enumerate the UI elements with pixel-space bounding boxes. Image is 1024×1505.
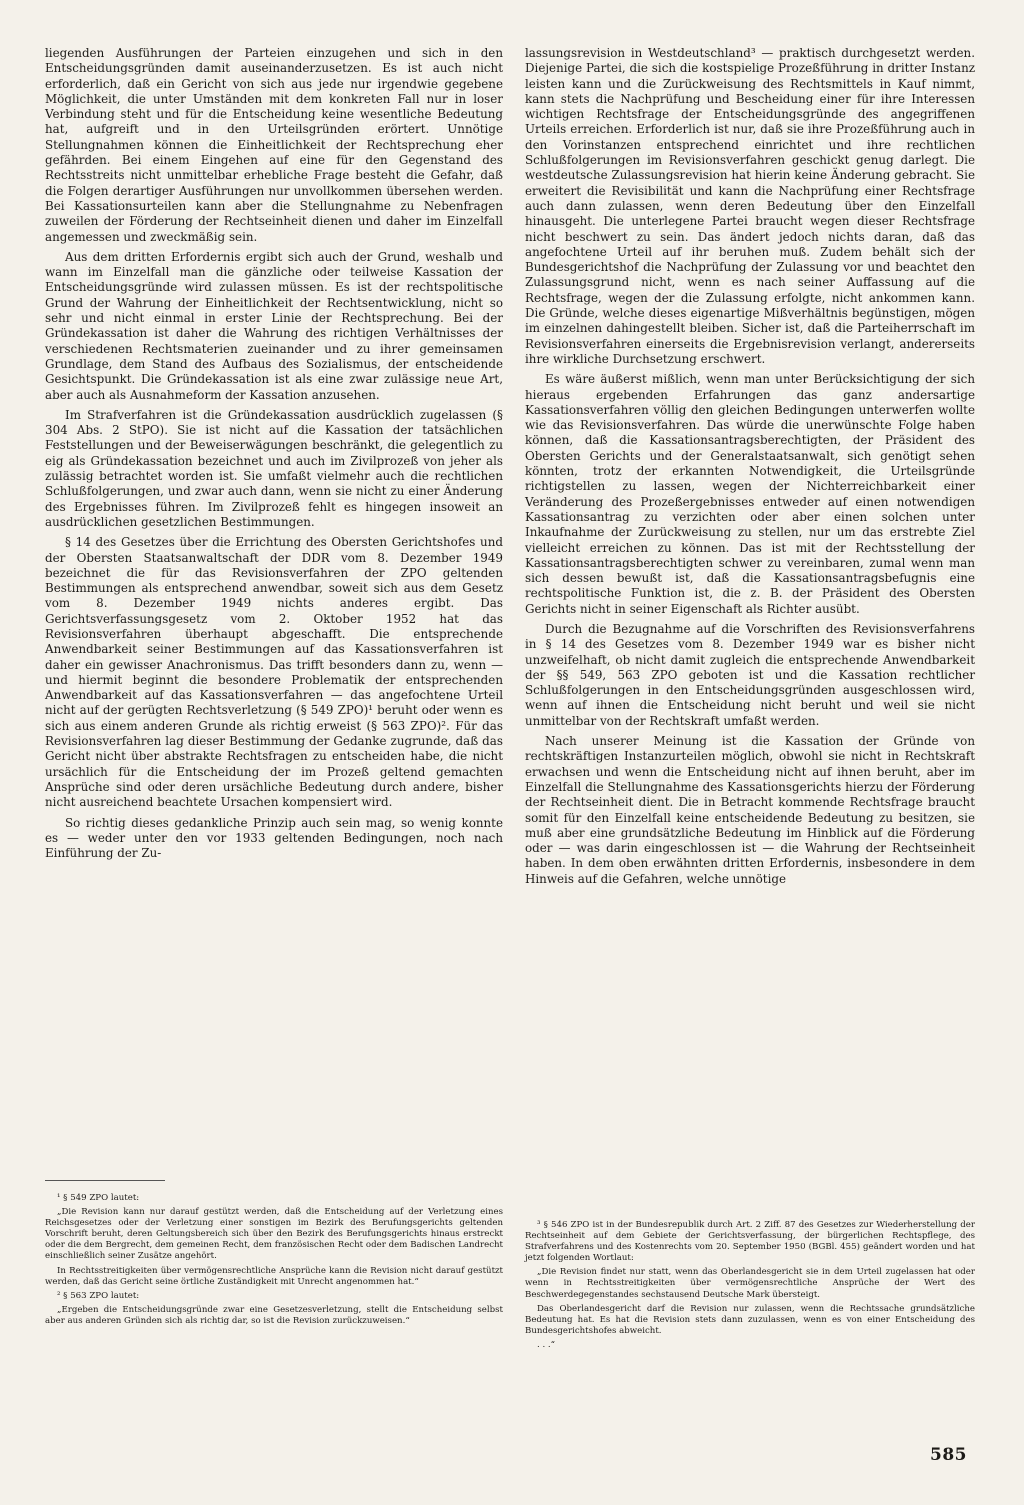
page-number: 585 — [930, 1445, 967, 1465]
footnote-text: „Ergeben die Entscheidungsgründe zwar eine Gesetzesverletzung, stellt die Entscheidung selbst aber aus anderen Gründen sich als richtig dar, so ist die Revision zurückzuweisen.“ — [45, 1304, 503, 1326]
footnote-text: In Rechtsstreitigkeiten über vermögensrechtliche Ansprüche kann die Revision nicht darauf gestützt werden, daß das Gericht seine örtliche Zuständigkeit mit Unrecht angenommen hat.“ — [45, 1265, 503, 1287]
footnotes-left — [45, 1190, 503, 1330]
footnote-ellipsis: . . .“ — [537, 1339, 556, 1350]
paragraph: lassungsrevision in Westdeutschland³ — praktisch durchgesetzt werden. Diejenige Partei, die sich die kostspielige Prozeßführung in dritter Instanz leisten kann und die Zurückweisung des Rechtsmittels in Kauf nimmt, kann stets die Nachprüfung und Bescheidung einer für ihre Interessen wichtigen Rechtsfrage der Entscheidungsgründe des angegriffenen Urteils erreichen. Erforderlich ist nur, daß sie ihre Prozeßführung auch in den Vorinstanzen entsprechend einrichtet und ihre rechtlichen Schlußfolgerungen im Revisionsverfahren geschickt genug darlegt. Die westdeutsche Zulassungsrevision hat hierin keine Änderung gebracht. Sie erweitert die Revisibilität und kann die Nachprüfung einer Rechtsfrage auch dann zulassen, wenn deren Bedeutung über den Einzelfall hinausgeht. Die unterlegene Partei braucht wegen dieser Rechtsfrage nicht beschwert zu sein. Das ändert jedoch nichts daran, daß das angefochtene Urteil auf ihr beruhen muß. Zudem behält sich der Bundesgerichtshof die Nachprüfung der Zulassung vor und beachtet den Zulassungsgrund nicht, wenn es nach seiner Auffassung auf die Rechtsfrage, wegen der die Zulassung erfolgte, nicht ankommen kann. Die Gründe, welche dieses eigenartige Mißverhältnis begünstigen, mögen im einzelnen dahingestellt bleiben. Sicher ist, daß die Parteiherrschaft im Revisionsverfahren einerseits die Ergebnisrevision verlangt, andererseits ihre wirkliche Durchsetzung erschwert. — [525, 46, 975, 366]
paragraph: Nach unserer Meinung ist die Kassation der Gründe von rechtskräftigen Instanzurteilen möglich, obwohl sie nicht in Rechtskraft erwachsen und wenn die Entscheidung nicht auf ihnen beruht, aber im Einzelfall die Stellungnahme des Kassationsgerichts hierzu der Förderung der Rechtseinheit dient. Die in Betracht kommende Rechtsfrage braucht somit für den Einzelfall keine entscheidende Bedeutung zu besitzen, sie muß aber eine grundsätzliche Bedeutung im Hinblick auf die Förderung oder — was darin eingeschlossen ist — die Wahrung der Rechtseinheit haben. In dem oben erwähnten dritten Erfordernis, insbesondere in dem Hinweis auf die Gefahren, welche unnötige — [525, 734, 975, 886]
left-text-column — [45, 46, 503, 866]
paragraph: So richtig dieses gedankliche Prinzip auch sein mag, so wenig konnte es — weder unter den vor 1933 geltenden Bedingungen, noch nach Einführung der Zu- — [45, 815, 503, 861]
footnote-text: ³ § 546 ZPO ist in der Bundesrepublik durch Art. 2 Ziff. 87 des Gesetzes zur Wiederherstellung der Rechtseinheit auf dem Gebiete der Gerichtsverfassung, der bürgerlichen Rechtspflege, des Strafverfahrens und des Kostenrechts vom 20. September 1950 (BGBl. 455) geändert worden und hat jetzt folgenden Wortlaut: — [525, 1220, 975, 1264]
footnote-text: Das Oberlandesgericht darf die Revision nur zulassen, wenn die Rechtssache grundsätzliche Bedeutung hat. Es hat die Revision stets dann zuzulassen, wenn es von einer Entscheidung des Bundesgerichtshofes abweicht. — [525, 1303, 975, 1336]
paragraph: § 14 des Gesetzes über die Errichtung des Obersten Gerichtshofes und der Obersten Staatsanwaltschaft der DDR vom 8. Dezember 1949 bezeichnet die für das Revisionsverfahren der ZPO geltenden Bestimmungen als entsprechend anwendbar, soweit sich aus dem Gesetz vom 8. Dezember 1949 nichts anderes ergibt. Das Gerichtsverfassungsgesetz vom 2. Oktober 1952 hat das Revisionsverfahren überhaupt abgeschafft. Die entsprechende Anwendbarkeit seiner Bestimmungen auf das Kassationsverfahren ist daher ein gewisser Anachronismus. Das trifft besonders dann zu, wenn — und hiermit beginnt die besondere Problematik der entsprechenden Anwendbarkeit auf das Kassationsverfahren — das angefochtene Urteil nicht auf der gerügten Rechtsverletzung (§ 549 ZPO)¹ beruht oder wenn es sich aus einem anderen Grunde als richtig erweist (§ 563 ZPO)². Für das Revisionsverfahren lag dieser Bestimmung der Gedanke zugrunde, daß das Gericht nicht über abstrakte Rechtsfragen zu entscheiden habe, die nicht ursächlich für die Entscheidung der im Prozeß geltend gemachten Ansprüche sind oder deren ursächliche Bedeutung durch andere, bisher nicht ausreichend beachtete Ursachen kompensiert wird. — [45, 535, 503, 810]
footnote-text: „Die Revision findet nur statt, wenn das Oberlandesgericht sie in dem Urteil zugelassen hat oder wenn in Rechtsstreitigkeiten über vermögensrechtliche Ansprüche der Wert des Beschwerdegegenstandes sechstausend Deutsche Mark übersteigt. — [525, 1267, 975, 1300]
footnote-label: ¹ § 549 ZPO lautet: — [57, 1193, 140, 1203]
footnote-separator — [45, 1180, 165, 1181]
paragraph: Aus dem dritten Erfordernis ergibt sich auch der Grund, weshalb und wann im Einzelfall man die gänzliche oder teilweise Kassation der Entscheidungsgründe wird zulassen müssen. Es ist der rechtspolitische Grund der Wahrung der Einheitlichkeit der Rechtsentwicklung, nicht so sehr und nicht einmal in erster Linie der Rechtsprechung. Bei der Gründekassation ist daher die Wahrung des richtigen Verhältnisses der verschiedenen Rechtsmaterien zueinander und zu ihrer gemeinsamen Grundlage, dem Stand des Aufbaus des Sozialismus, der entscheidende Gesichtspunkt. Die Gründekassation ist als eine zwar zulässige neue Art, aber auch als Ausnahmeform der Kassation anzusehen. — [45, 249, 503, 402]
paragraph: Im Strafverfahren ist die Gründekassation ausdrücklich zugelassen (§ 304 Abs. 2 StPO). Sie ist nicht auf die Kassation der tatsächlichen Feststellungen und der Beweiserwägungen beschränkt, die gelegentlich zu eig als Gründekassation bezeichnet und auch im Zivilprozeß von jeher als zulässig betrachtet worden ist. Sie umfaßt vielmehr auch die rechtlichen Schlußfolgerungen, und zwar auch dann, wenn sie nicht zu einer Änderung des Ergebnisses führen. Im Zivilprozeß fehlt es hingegen insoweit an ausdrücklichen gesetzlichen Bestimmungen. — [45, 407, 503, 529]
paragraph: Es wäre äußerst mißlich, wenn man unter Berücksichtigung der sich hieraus ergebenden Erfahrungen das ganz andersartige Kassationsverfahren völlig den gleichen Bedingungen unterwerfen wollte wie das Revisionsverfahren. Das würde die unerwünschte Folge haben können, daß die Kassationsantragsberechtigten, der Präsident des Obersten Gerichts und der Generalstaatsanwalt, sich genötigt sehen könnten, trotz der erkannten Notwendigkeit, die Urteilsgründe richtigstellen zu lassen, wegen der Nichterreichbarkeit einer Veränderung des Prozeßergebnisses entweder auf einen notwendigen Kassationsantrag zu verzichten oder aber einen solchen unter Inkaufnahme der Zurückweisung zu stellen, nur um das erstrebte Ziel vielleicht erreichen zu können. Das ist mit der Rechtsstellung der Kassationsantragsberechtigten schwer zu vereinbaren, zumal wenn man sich dessen bewußt ist, daß die Kassationsantragsbefugnis eine rechtspolitische Funktion ist, die z. B. der Präsident des Obersten Gerichts nicht in seiner Eigenschaft als Richter ausübt. — [525, 372, 975, 616]
paragraph: liegenden Ausführungen der Parteien einzugehen und sich in den Entscheidungsgründen damit auseinanderzusetzen. Es ist auch nicht erforderlich, daß ein Gericht von sich aus jede nur irgendwie gegebene Möglichkeit, die unter Umständen mit dem konkreten Fall nur in loser Verbindung steht und für die Entscheidung keine wesentliche Bedeutung hat, aufgreift und in den Urteilsgründen erörtert. Unnötige Stellungnahmen können die Einheitlichkeit der Rechtsprechung eher gefährden. Bei einem Eingehen auf eine für den Gegenstand des Rechtsstreits nicht unmittelbar erhebliche Frage besteht die Gefahr, daß die Folgen derartiger Ausführungen nur unvollkommen übersehen werden. Bei Kassationsurteilen kann aber die Stellungnahme zu Nebenfragen zuweilen der Förderung der Rechtseinheit dienen und daher im Einzelfall angemessen und zweckmäßig sein. — [45, 46, 503, 244]
right-text-column — [525, 46, 975, 892]
paragraph: Durch die Bezugnahme auf die Vorschriften des Revisionsverfahrens in § 14 des Gesetzes vom 8. Dezember 1949 war es bisher nicht unzweifelhaft, ob nicht damit zugleich die entsprechende Anwendbarkeit der §§ 549, 563 ZPO geboten ist und die Kassation rechtlicher Schlußfolgerungen in den Entscheidungsgründen ausgeschlossen wird, wenn auf ihnen die Entscheidung nicht beruht und weil sie nicht unmittelbar von der Rechtskraft umfaßt werden. — [525, 621, 975, 728]
footnote-text: „Die Revision kann nur darauf gestützt werden, daß die Entscheidung auf der Verletzung eines Reichsgesetzes oder der Verletzung einer sonstigen im Bezirk des Berufungsgerichts geltenden Vorschrift beruht, deren Geltungsbereich sich über den Bezirk des Berufungsgerichts hinaus erstreckt oder die dem Bergrecht, dem gemeinen Recht, dem französischen Recht oder dem Badischen Landrecht einschließlich seiner Zusätze angehört. — [45, 1207, 503, 1262]
footnotes-right — [525, 1220, 975, 1354]
footnote-label: ² § 563 ZPO lautet: — [57, 1290, 140, 1301]
